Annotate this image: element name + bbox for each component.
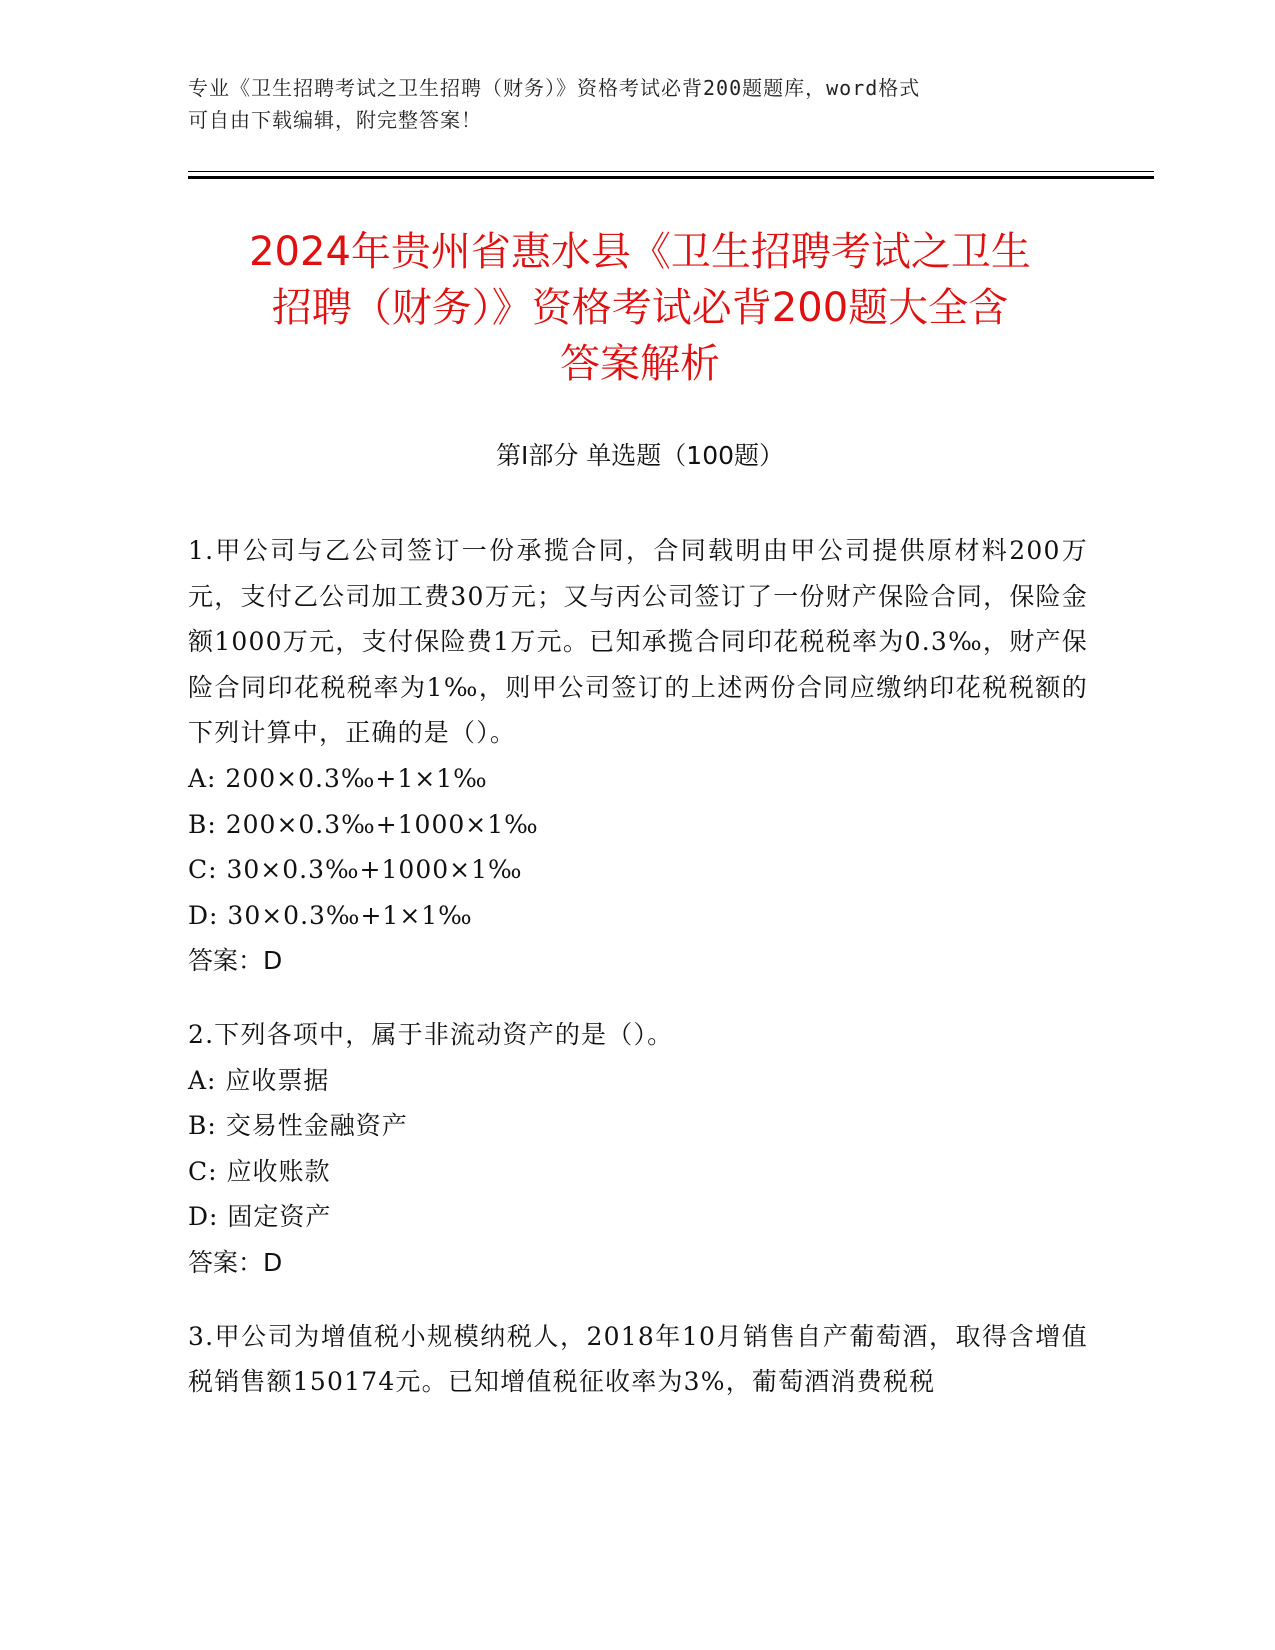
document-title-line-2: 招聘（财务）》资格考试必背200题大全含 <box>271 285 1009 331</box>
header-note-line-2: 可自由下载编辑，附完整答案！ <box>188 108 482 132</box>
header-note <box>188 72 1088 136</box>
question-stem: 2.下列各项中，属于非流动资产的是（）。 <box>188 1019 674 1049</box>
section-heading: 第Ⅰ部分 单选题（100题） <box>495 441 785 470</box>
document-title-line-1: 2024年贵州省惠水县《卫生招聘考试之卫生 <box>249 229 1031 275</box>
document-title <box>150 224 1130 392</box>
question-1 <box>188 528 1088 984</box>
question-2 <box>188 1012 1088 1286</box>
option-d: D: 固定资产 <box>188 1202 332 1232</box>
option-d: D: 30×0.3‰+1×1‰ <box>188 900 473 930</box>
option-b: B: 200×0.3‰+1000×1‰ <box>188 809 539 839</box>
question-3 <box>188 1314 1088 1405</box>
question-stem: 3.甲公司为增值税小规模纳税人，2018年10月销售自产葡萄酒，取得含增值税销售额150174元。已知增值税征收率为3%，葡萄酒消费税税 <box>188 1321 1088 1397</box>
header-rule-thick <box>188 176 1154 179</box>
header-rule-thin <box>188 171 1154 172</box>
option-b: B: 交易性金融资产 <box>188 1111 408 1141</box>
answer: 答案：D <box>188 1247 283 1277</box>
header-note-line-1: 专业《卫生招聘考试之卫生招聘（财务）》资格考试必背200题题库，word格式 <box>188 76 921 100</box>
option-a: A: 应收票据 <box>188 1065 330 1095</box>
option-c: C: 应收账款 <box>188 1156 331 1186</box>
option-a: A: 200×0.3‰+1×1‰ <box>188 763 488 793</box>
question-stem: 1.甲公司与乙公司签订一份承揽合同，合同载明由甲公司提供原材料200万元，支付乙公司加工费30万元；又与丙公司签订了一份财产保险合同，保险金额1000万元，支付保险费1万元。已知承揽合同印花税税率为0.3‰，财产保险合同印花税税率为1‰，则甲公司签订的上述两份合同应缴纳印花税税额的下列计算中，正确的是（）。 <box>188 536 1088 748</box>
question-list <box>188 528 1088 1433</box>
answer: 答案：D <box>188 946 283 976</box>
option-c: C: 30×0.3‰+1000×1‰ <box>188 855 523 885</box>
document-title-line-3: 答案解析 <box>560 341 720 387</box>
